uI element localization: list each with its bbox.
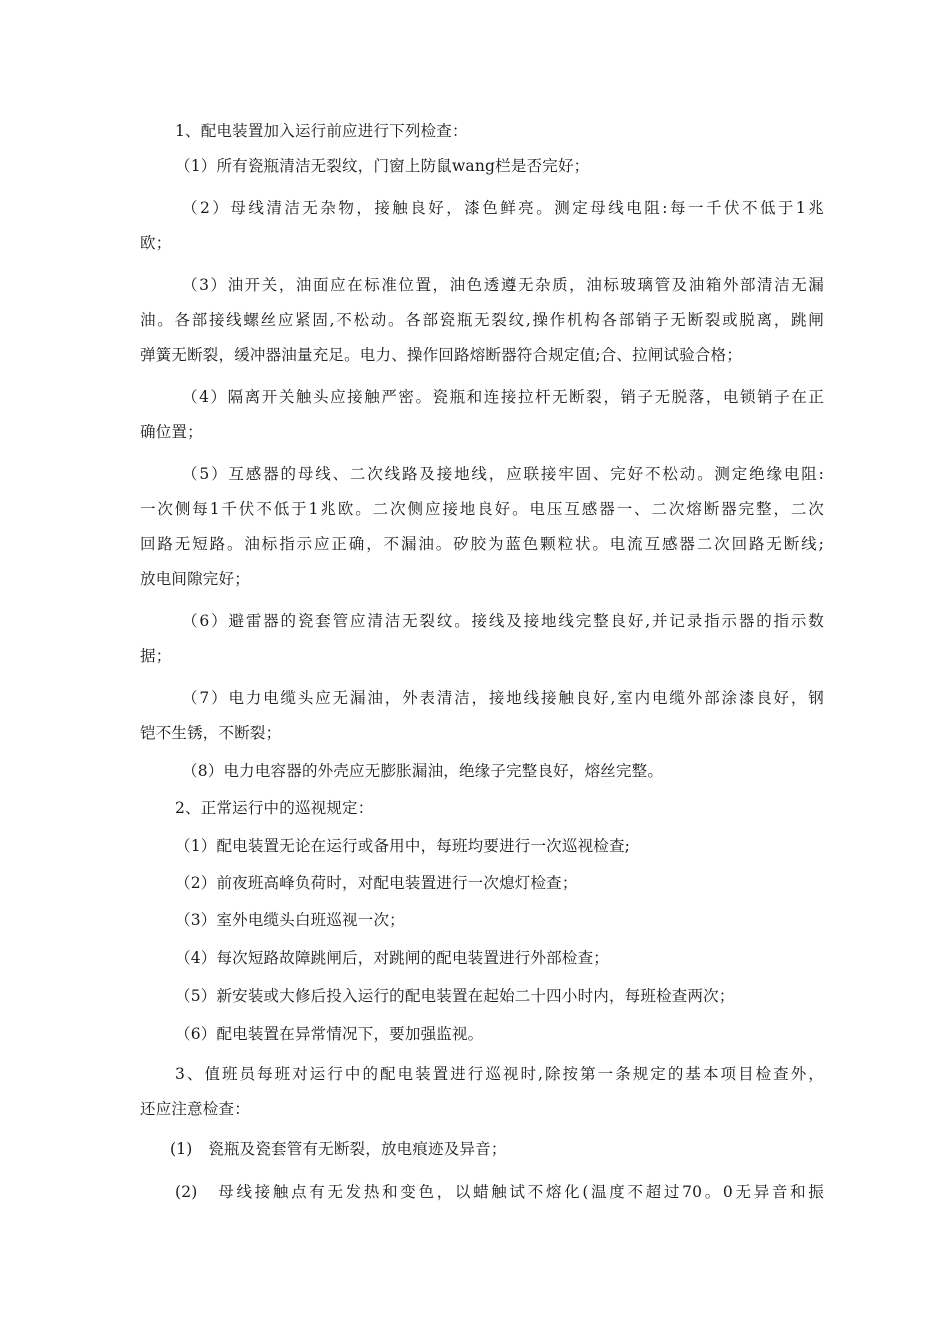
paragraph-line: （5）新安装或大修后投入运行的配电装置在起始二十四小时内，每班检查两次； (175, 987, 735, 1005)
paragraph-line: 据； (140, 647, 172, 665)
paragraph-line: 欧； (140, 234, 172, 252)
paragraph-line: （2）前夜班高峰负荷时，对配电装置进行一次熄灯检查； (175, 874, 578, 892)
paragraph-line: （5）互感器的母线、二次线路及接地线，应联接牢固、完好不松动。测定绝缘电阻: (182, 465, 824, 483)
paragraph-line: （3）油开关，油面应在标准位置，油色透遵无杂质，油标玻璃管及油箱外部清洁无漏 (182, 276, 824, 294)
paragraph-line: （7）电力电缆头应无漏油，外表清洁，接地线接触良好,室内电缆外部涂漆良好，钢 (182, 689, 824, 707)
paragraph-line: （6）配电装置在异常情况下，要加强监视。 (175, 1025, 484, 1043)
paragraph-line: （6）避雷器的瓷套管应清洁无裂纹。接线及接地线完整良好,并记录指示器的指示数 (182, 612, 824, 630)
paragraph-line: (2) 母线接触点有无发热和变色，以蜡触试不熔化(温度不超过70。0无异音和振 (175, 1183, 824, 1201)
paragraph-line: （8）电力电容器的外壳应无膨胀漏油，绝缘子完整良好，熔丝完整。 (182, 762, 664, 780)
paragraph-line: （2）母线清洁无杂物，接触良好，漆色鲜亮。测定母线电阻:每一千伏不低于1兆 (182, 199, 824, 217)
paragraph-line: （4）每次短路故障跳闸后，对跳闸的配电装置进行外部检查； (175, 949, 609, 967)
paragraph-line: （3）室外电缆头白班巡视一次； (175, 911, 405, 929)
paragraph-line: （1）所有瓷瓶清洁无裂纹，门窗上防鼠wang栏是否完好； (175, 157, 590, 175)
paragraph-line: 弹簧无断裂，缓冲器油量充足。电力、操作回路熔断器符合规定值;合、拉闸试验合格； (140, 346, 743, 364)
paragraph-line: (1) 瓷瓶及瓷套管有无断裂，放电痕迹及异音； (170, 1140, 507, 1158)
paragraph-line: （4）隔离开关触头应接触严密。瓷瓶和连接拉杆无断裂，销子无脱落，电锁销子在正 (182, 388, 824, 406)
section-3-heading: 3、值班员每班对运行中的配电装置进行巡视时,除按第一条规定的基本项目检查外， (175, 1065, 824, 1083)
section-1-heading: 1、配电装置加入运行前应进行下列检查： (175, 122, 468, 140)
section-2-heading: 2、正常运行中的巡视规定： (175, 799, 374, 817)
paragraph-line: 铠不生锈，不断裂； (140, 724, 282, 742)
paragraph-line: 还应注意检查： (140, 1100, 250, 1118)
paragraph-line: （1）配电装置无论在运行或备用中，每班均要进行一次巡视检查; (175, 837, 631, 855)
paragraph-line: 回路无短路。油标指示应正确，不漏油。矽胶为蓝色颗粒状。电流互感器二次回路无断线; (140, 535, 824, 553)
paragraph-line: 放电间隙完好； (140, 570, 250, 588)
paragraph-line: 确位置； (140, 423, 203, 441)
paragraph-line: 油。各部接线螺丝应紧固,不松动。各部瓷瓶无裂纹,操作机构各部销子无断裂或脱离，跳闸 (140, 311, 824, 329)
paragraph-line: 一次侧每1千伏不低于1兆欧。二次侧应接地良好。电压互感器一、二次熔断器完整，二次 (140, 500, 824, 518)
